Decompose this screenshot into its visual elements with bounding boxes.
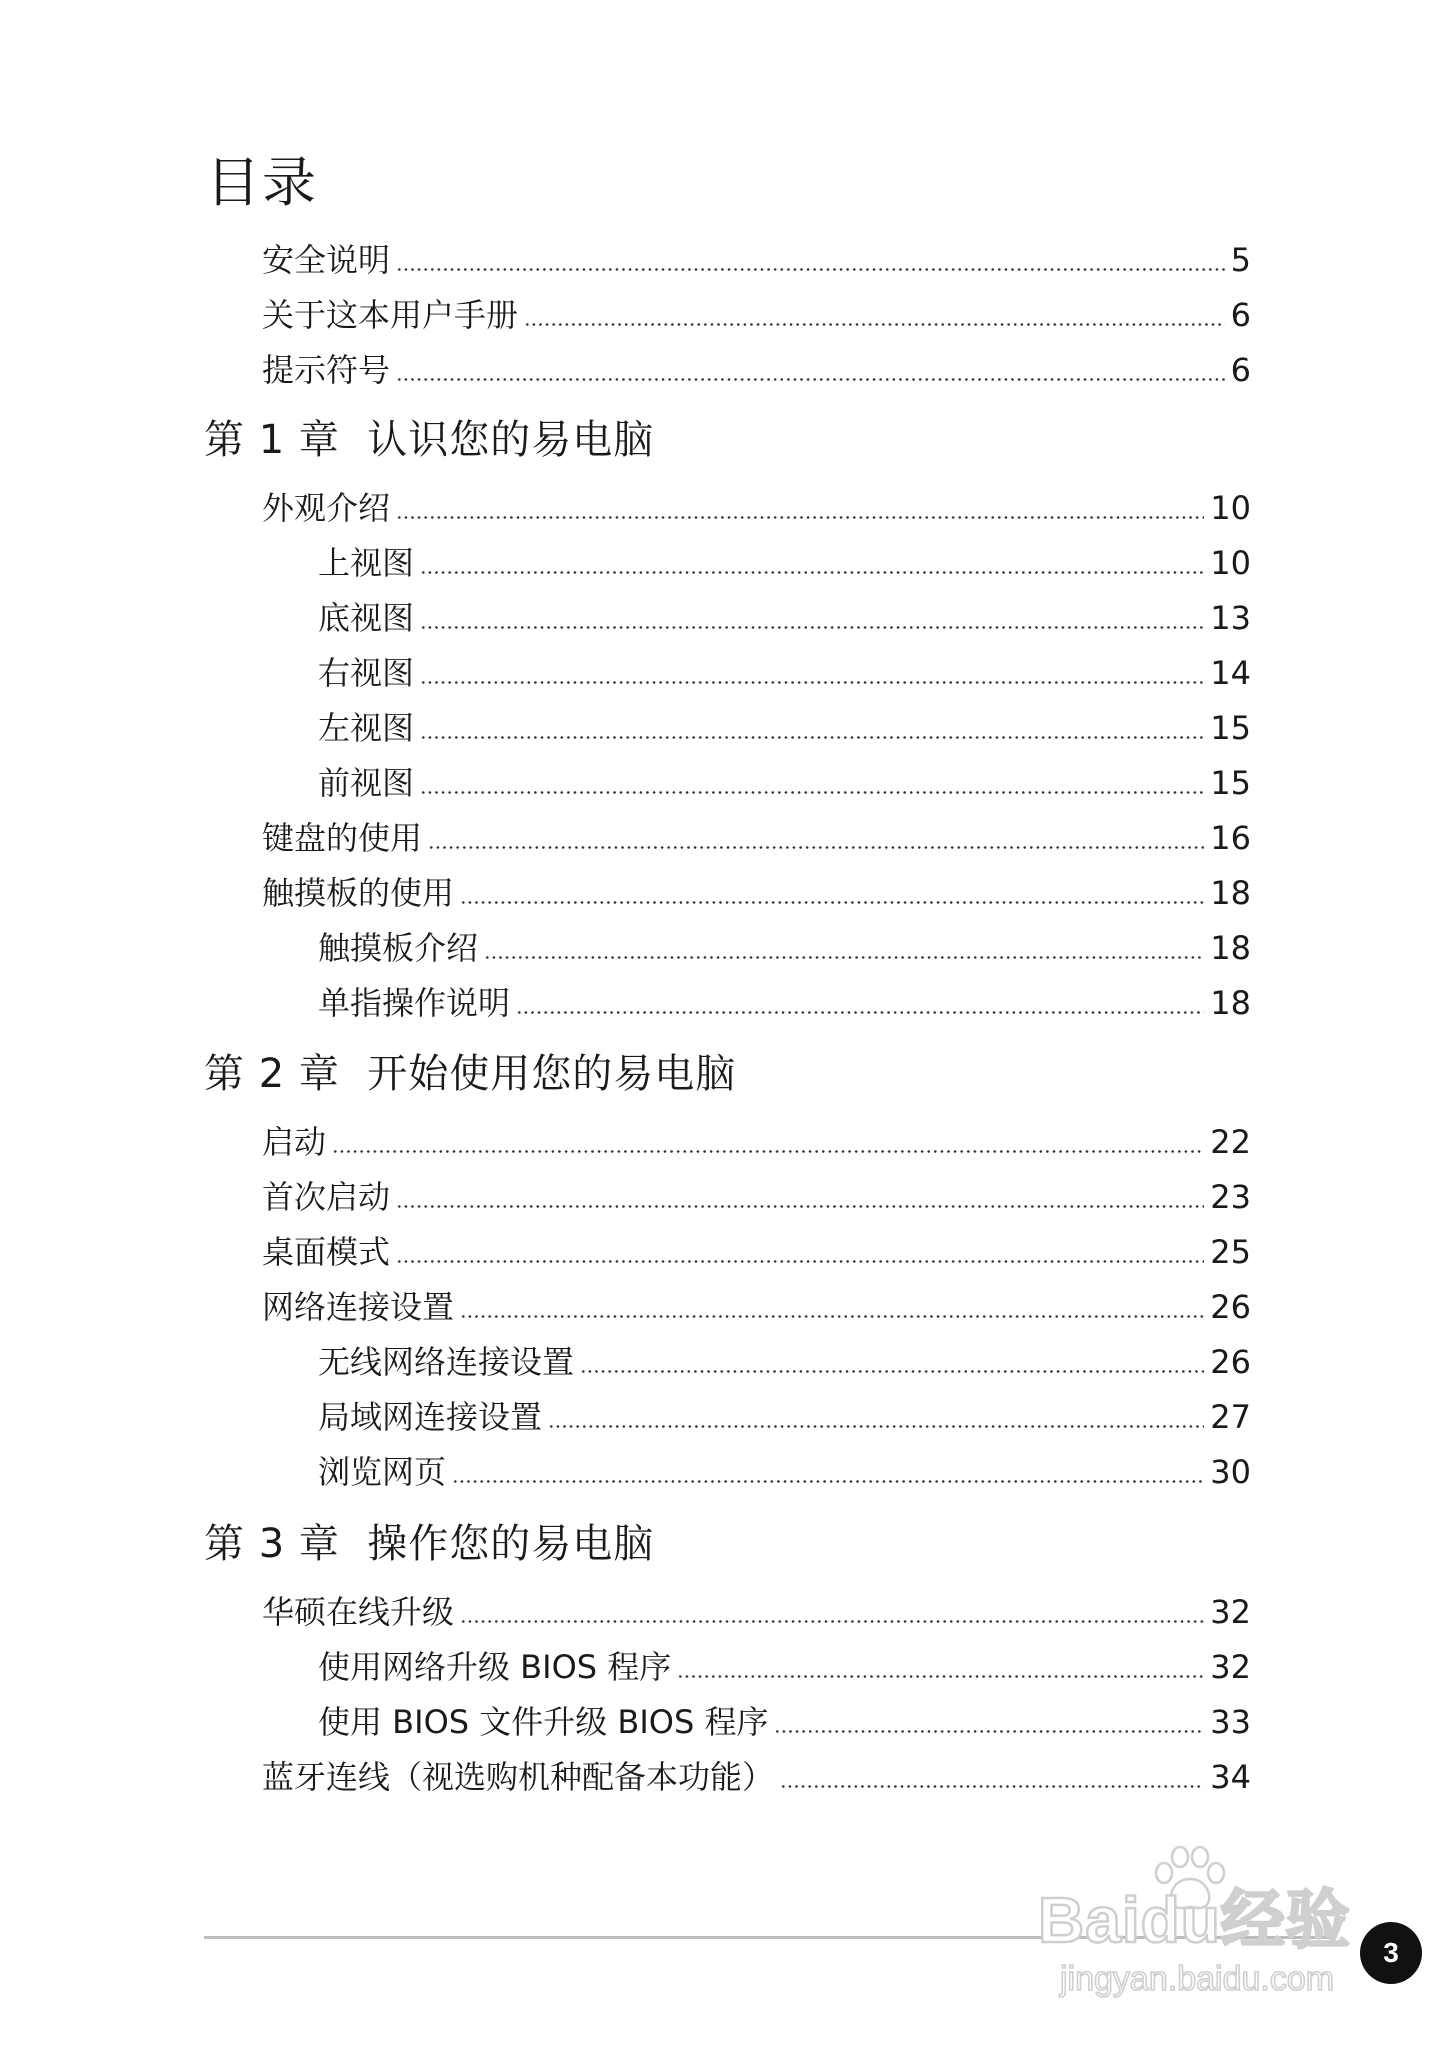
toc-entry-label: 左视图 — [318, 709, 415, 747]
dot-leader — [548, 1425, 1204, 1428]
watermark-logo: Baidu经验 — [1038, 1884, 1351, 1956]
toc-entry-label: 桌面模式 — [262, 1233, 391, 1271]
toc-entry-page: 15 — [1210, 709, 1251, 747]
toc-entry-page: 33 — [1210, 1703, 1251, 1741]
toc-entry-page: 25 — [1210, 1233, 1251, 1271]
dot-leader — [420, 626, 1204, 629]
dot-leader — [774, 1730, 1204, 1733]
toc-subentry[interactable] — [318, 759, 1251, 803]
toc-entry[interactable] — [262, 1118, 1251, 1162]
toc-entry-page: 18 — [1210, 984, 1251, 1022]
toc-entry-page: 5 — [1230, 241, 1251, 279]
toc-entry-label: 使用 BIOS 文件升级 BIOS 程序 — [318, 1703, 769, 1741]
toc-entry-label: 单指操作说明 — [318, 984, 511, 1022]
toc-entry[interactable] — [262, 484, 1251, 528]
dot-leader — [460, 1315, 1204, 1318]
toc-entry-label: 键盘的使用 — [262, 819, 423, 857]
toc-entry-label: 触摸板的使用 — [262, 874, 455, 912]
toc-entry-page: 14 — [1210, 654, 1251, 692]
toc-entry-page: 30 — [1210, 1453, 1251, 1491]
dot-leader — [420, 791, 1204, 794]
toc-entry-label: 华硕在线升级 — [262, 1593, 455, 1631]
toc-entry-page: 10 — [1210, 489, 1251, 527]
toc-subentry[interactable] — [318, 594, 1251, 638]
toc-subentry[interactable] — [318, 704, 1251, 748]
toc-entry[interactable] — [262, 1228, 1251, 1272]
dot-leader — [580, 1370, 1204, 1373]
dot-leader — [677, 1675, 1204, 1678]
dot-leader — [420, 681, 1204, 684]
toc-entry[interactable] — [262, 1173, 1251, 1217]
toc-entry-page: 22 — [1210, 1123, 1251, 1161]
page-number-badge: 3 — [1360, 1922, 1422, 1984]
toc-subentry[interactable] — [318, 979, 1251, 1023]
toc-entry-label: 提示符号 — [262, 351, 391, 389]
toc-entry-page: 32 — [1210, 1648, 1251, 1686]
dot-leader — [524, 323, 1225, 326]
toc-entry-label: 右视图 — [318, 654, 415, 692]
toc-entry-label: 使用网络升级 BIOS 程序 — [318, 1648, 672, 1686]
baidu-watermark — [1030, 1845, 1370, 2005]
chapter-2-heading[interactable]: 第 2 章 开始使用您的易电脑 — [204, 1051, 737, 1097]
toc-subentry[interactable] — [318, 1393, 1251, 1437]
toc-entry-label: 触摸板介绍 — [318, 929, 479, 967]
chapter-3-heading[interactable]: 第 3 章 操作您的易电脑 — [204, 1521, 655, 1567]
chapter-1-heading[interactable]: 第 1 章 认识您的易电脑 — [204, 417, 655, 463]
toc-entry-label: 网络连接设置 — [262, 1288, 455, 1326]
toc-entry-page: 23 — [1210, 1178, 1251, 1216]
dot-leader — [420, 571, 1204, 574]
toc-entry-label: 底视图 — [318, 599, 415, 637]
dot-leader — [396, 378, 1225, 381]
toc-entry-label: 关于这本用户手册 — [262, 296, 519, 334]
toc-subentry[interactable] — [318, 1698, 1251, 1742]
toc-entry-about-manual[interactable] — [262, 291, 1251, 335]
watermark-url: jingyan.baidu.com — [1060, 1960, 1335, 1998]
dot-leader — [396, 516, 1204, 519]
toc-entry-label: 启动 — [262, 1123, 327, 1161]
toc-entry-label: 无线网络连接设置 — [318, 1343, 575, 1381]
dot-leader — [396, 268, 1225, 271]
dot-leader — [780, 1785, 1204, 1788]
dot-leader — [420, 736, 1204, 739]
toc-entry[interactable] — [262, 869, 1251, 913]
toc-entry-label: 首次启动 — [262, 1178, 391, 1216]
toc-entry[interactable] — [262, 1753, 1251, 1797]
dot-leader — [460, 1620, 1204, 1623]
toc-entry-label: 浏览网页 — [318, 1453, 447, 1491]
toc-entry-label: 外观介绍 — [262, 489, 391, 527]
toc-subentry[interactable] — [318, 924, 1251, 968]
toc-entry-page: 13 — [1210, 599, 1251, 637]
toc-entry-page: 32 — [1210, 1593, 1251, 1631]
page-title: 目录 — [206, 151, 318, 214]
toc-entry-page: 10 — [1210, 544, 1251, 582]
toc-subentry[interactable] — [318, 1643, 1251, 1687]
dot-leader — [428, 846, 1204, 849]
toc-entry-page: 18 — [1210, 929, 1251, 967]
toc-entry-label: 前视图 — [318, 764, 415, 802]
toc-entry-page: 34 — [1210, 1758, 1251, 1796]
dot-leader — [516, 1011, 1204, 1014]
toc-entry-page: 6 — [1230, 296, 1251, 334]
toc-entry-symbols[interactable] — [262, 346, 1251, 390]
toc-subentry[interactable] — [318, 539, 1251, 583]
dot-leader — [396, 1260, 1204, 1263]
toc-entry-page: 27 — [1210, 1398, 1251, 1436]
toc-subentry[interactable] — [318, 649, 1251, 693]
dot-leader — [484, 956, 1204, 959]
toc-entry-label: 上视图 — [318, 544, 415, 582]
toc-entry-page: 16 — [1210, 819, 1251, 857]
toc-entry-page: 18 — [1210, 874, 1251, 912]
toc-entry[interactable] — [262, 1588, 1251, 1632]
dot-leader — [452, 1480, 1204, 1483]
toc-entry-label: 蓝牙连线（视选购机种配备本功能） — [262, 1758, 775, 1796]
toc-entry-page: 15 — [1210, 764, 1251, 802]
toc-entry-safety[interactable] — [262, 236, 1251, 280]
toc-entry[interactable] — [262, 1283, 1251, 1327]
toc-entry-page: 26 — [1210, 1288, 1251, 1326]
toc-entry-page: 6 — [1230, 351, 1251, 389]
dot-leader — [396, 1205, 1204, 1208]
toc-entry-label: 局域网连接设置 — [318, 1398, 543, 1436]
dot-leader — [332, 1150, 1204, 1153]
dot-leader — [460, 901, 1204, 904]
toc-subentry[interactable] — [318, 1448, 1251, 1492]
toc-entry-page: 26 — [1210, 1343, 1251, 1381]
toc-entry-label: 安全说明 — [262, 241, 391, 279]
toc-entry[interactable] — [262, 814, 1251, 858]
toc-subentry[interactable] — [318, 1338, 1251, 1382]
